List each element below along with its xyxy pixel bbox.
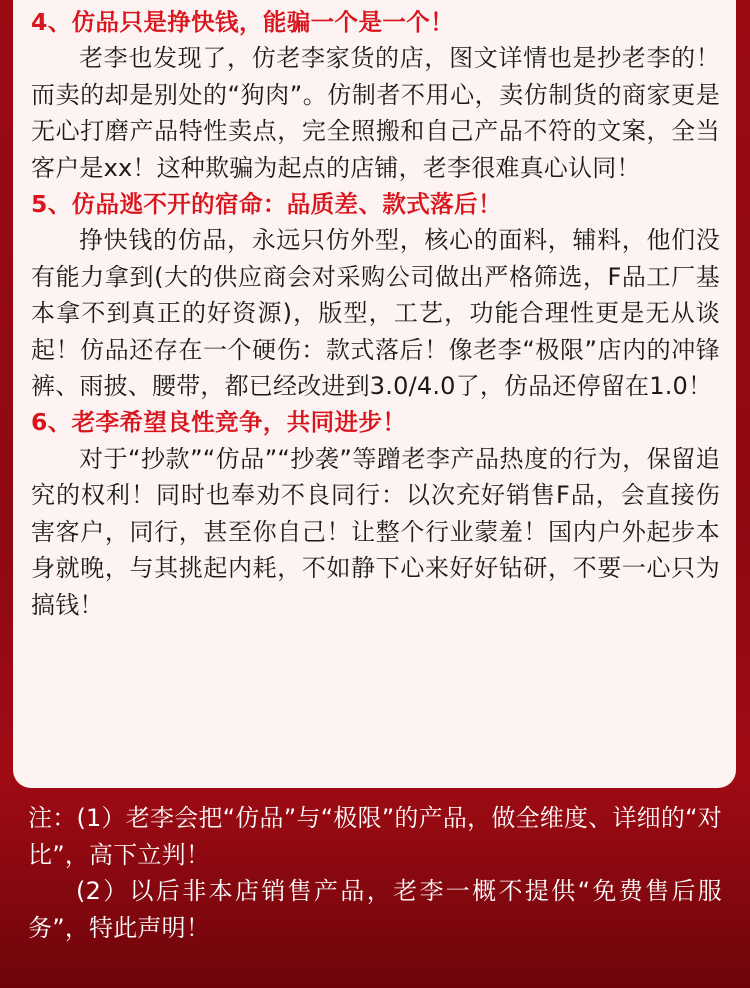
section-4-heading: 4、仿品只是挣快钱，能骗一个是一个！	[31, 8, 455, 36]
article-card	[13, 0, 736, 788]
section-6-body: 对于“抄款”“仿品”“抄袭”等蹭老李产品热度的行为，保留追究的权利！同时也奉劝不良同行：以次充好销售F品，会直接伤害客户，同行，甚至你自己！让整个行业蒙羞！国内户外起步本身就晚，与其挑起内耗，不如静下心来好好钻研，不要一心只为搞钱！	[31, 444, 720, 619]
section-4-body: 老李也发现了，仿老李家货的店，图文详情也是抄老李的！而卖的却是别处的“狗肉”。仿制者不用心，卖仿制货的商家更是无心打磨产品特性卖点，完全照搬和自己产品不符的文案，全当客户是xx！这种欺骗为起点的店铺，老李很难真心认同！	[31, 44, 720, 182]
note-line-1: 注：(1）老李会把“仿品”与“极限”的产品，做全维度、详细的“对比”，高下立判！	[28, 804, 722, 869]
section-6-heading: 6、老李希望良性竞争，共同进步！	[31, 408, 407, 437]
note-line-2: (2）以后非本店销售产品，老李一概不提供“免费售后服务”，特此声明！	[28, 877, 722, 942]
footer-note	[28, 800, 722, 946]
section-5-heading: 5、仿品逃不开的宿命：品质差、款式落后！	[31, 190, 502, 219]
section-5-body: 挣快钱的仿品，永远只仿外型，核心的面料，辅料，他们没有能力拿到(大的供应商会对采购公司做出严格筛选，F品工厂基本拿不到真正的好资源)，版型，工艺，功能合理性更是无从谈起！仿品还存在一个硬伤：款式落后！像老李“极限”店内的冲锋裤、雨披、腰带，都已经改进到3.0/4.0了，仿品还停留在1.0！	[31, 226, 720, 401]
